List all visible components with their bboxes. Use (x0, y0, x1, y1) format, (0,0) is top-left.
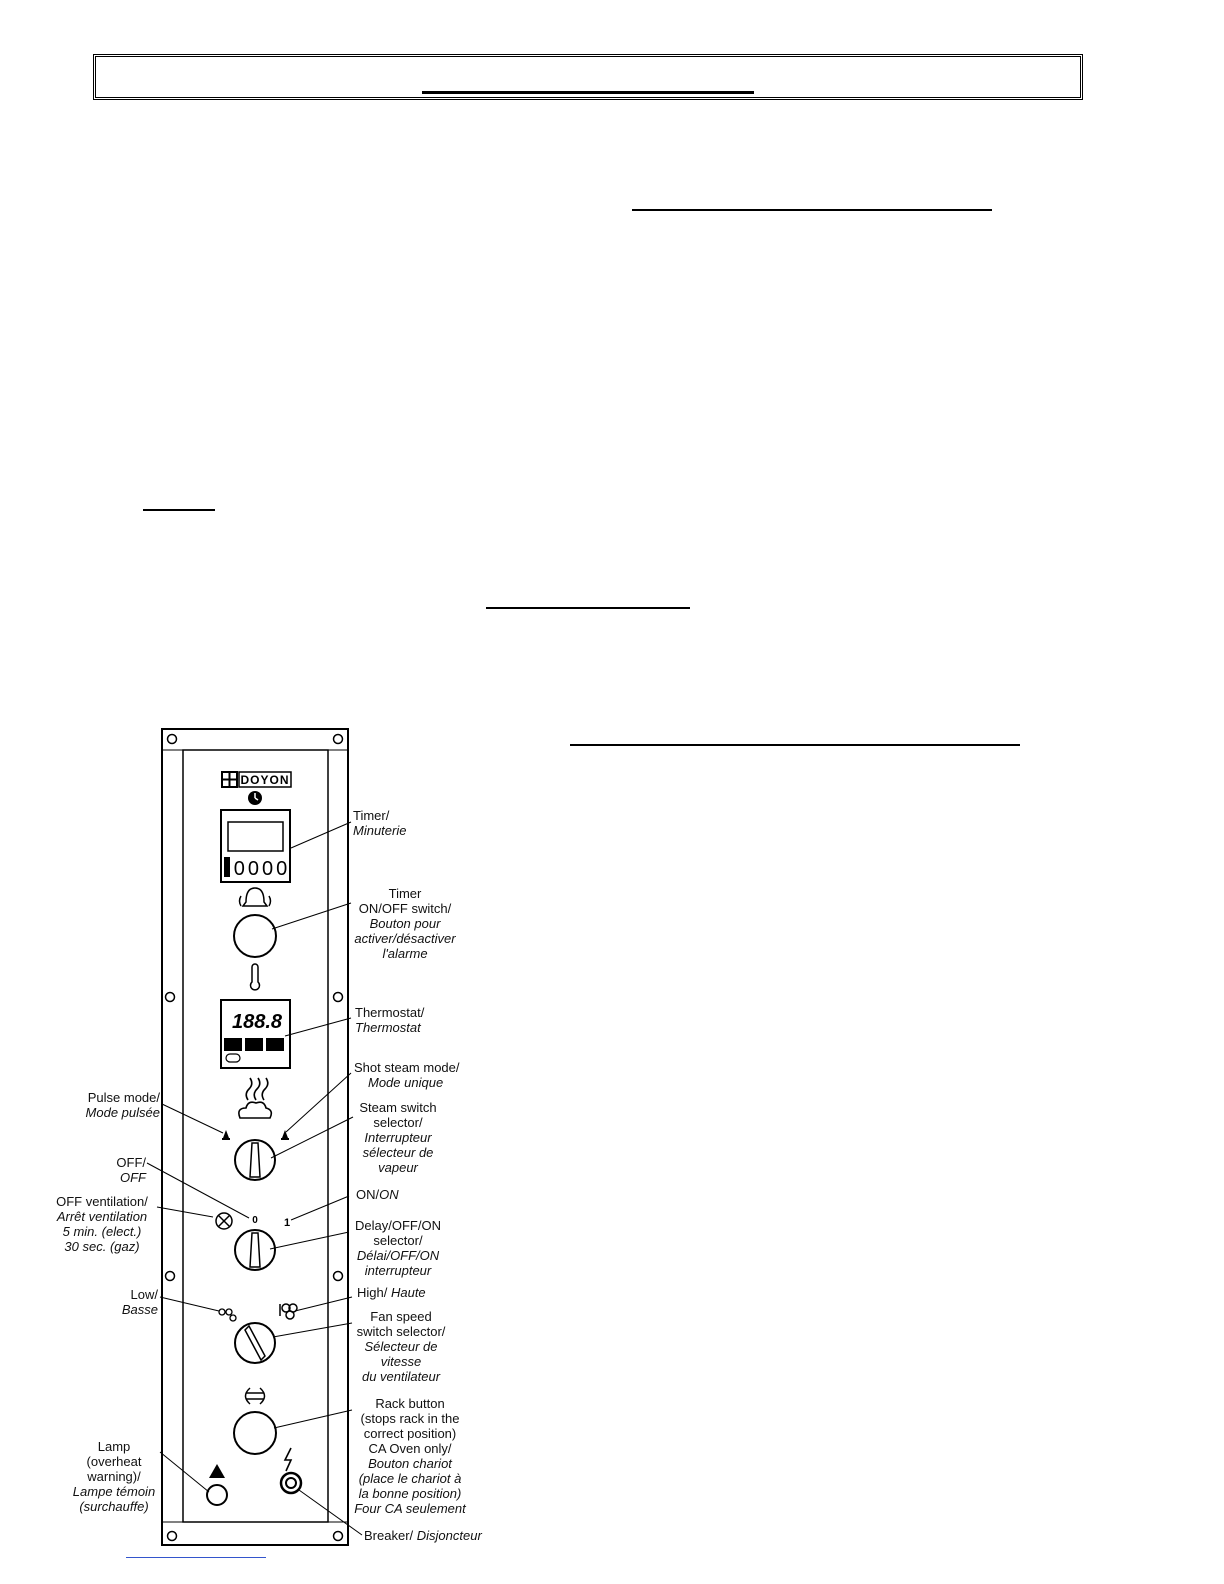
delay-selector-knob (235, 1230, 275, 1270)
lamp-label: Lamp (overheat warning)/ Lampe témoin (surchauffe) (72, 1439, 156, 1514)
doyon-logo (222, 772, 291, 787)
off-ventilation-label: OFF ventilation/ Arrêt ventilation 5 min. (elect.) 30 sec. (gaz) (56, 1194, 148, 1254)
breaker-label: Breaker/ Disjoncteur (364, 1528, 482, 1543)
shot-steam-label: Shot steam mode/ Mode unique (354, 1060, 460, 1090)
pulse-mode-label: Pulse mode/ Mode pulsée (85, 1090, 160, 1120)
thermostat-label: Thermostat/ Thermostat (355, 1005, 425, 1035)
lightning-icon (285, 1448, 291, 1471)
warning-triangle-icon (209, 1464, 225, 1478)
fan-selector-label: Fan speed switch selector/ Sélecteur de vitesse du ventilateur (356, 1309, 446, 1384)
brand-name: DOYON (240, 773, 290, 787)
bell-icon (240, 888, 271, 906)
fan-low-icon (219, 1309, 236, 1321)
steam-selector-label: Steam switch selector/ Interrupteur sélecteur de vapeur (359, 1100, 437, 1175)
timer-digits: 0000 (233, 858, 291, 880)
pulse-mode-icon (222, 1130, 230, 1140)
low-label: Low/ Basse (121, 1287, 158, 1317)
thermometer-icon (250, 964, 259, 990)
off-label: OFF/ OFF (116, 1155, 146, 1185)
fan-high-icon (280, 1304, 297, 1319)
delay-selector-label: Delay/OFF/ON selector/ Délai/OFF/ON interrupteur (355, 1218, 441, 1278)
timer-display (221, 810, 290, 882)
thermostat-display (221, 1000, 290, 1068)
steam-selector-knob (235, 1140, 275, 1180)
switch-mark-zero: 0 (252, 1215, 258, 1226)
breaker-switch (281, 1473, 301, 1493)
shot-steam-icon (281, 1130, 289, 1140)
timer-switch-label: Timer ON/OFF switch/ Bouton pour activer/désactiver l'alarme (354, 886, 456, 961)
switch-mark-one: 1 (283, 1217, 291, 1229)
timer-label: Timer/ Minuterie (353, 808, 407, 838)
clock-icon (248, 791, 262, 805)
rack-icon (246, 1388, 265, 1404)
thermostat-digits: 188.8 (231, 1011, 283, 1033)
rack-button-label: Rack button (stops rack in the correct position) CA Oven only/ Bouton chariot (place le chariot à la bonne position) Four CA seulement (354, 1396, 466, 1516)
rack-button (234, 1412, 276, 1454)
overheat-lamp (207, 1485, 227, 1505)
fan-speed-knob (235, 1323, 275, 1363)
ventilation-off-icon (216, 1213, 232, 1229)
steam-icon (239, 1078, 271, 1118)
high-label: High/ Haute (357, 1285, 426, 1300)
on-label: ON/ON (356, 1187, 399, 1202)
timer-switch-button (234, 915, 276, 957)
